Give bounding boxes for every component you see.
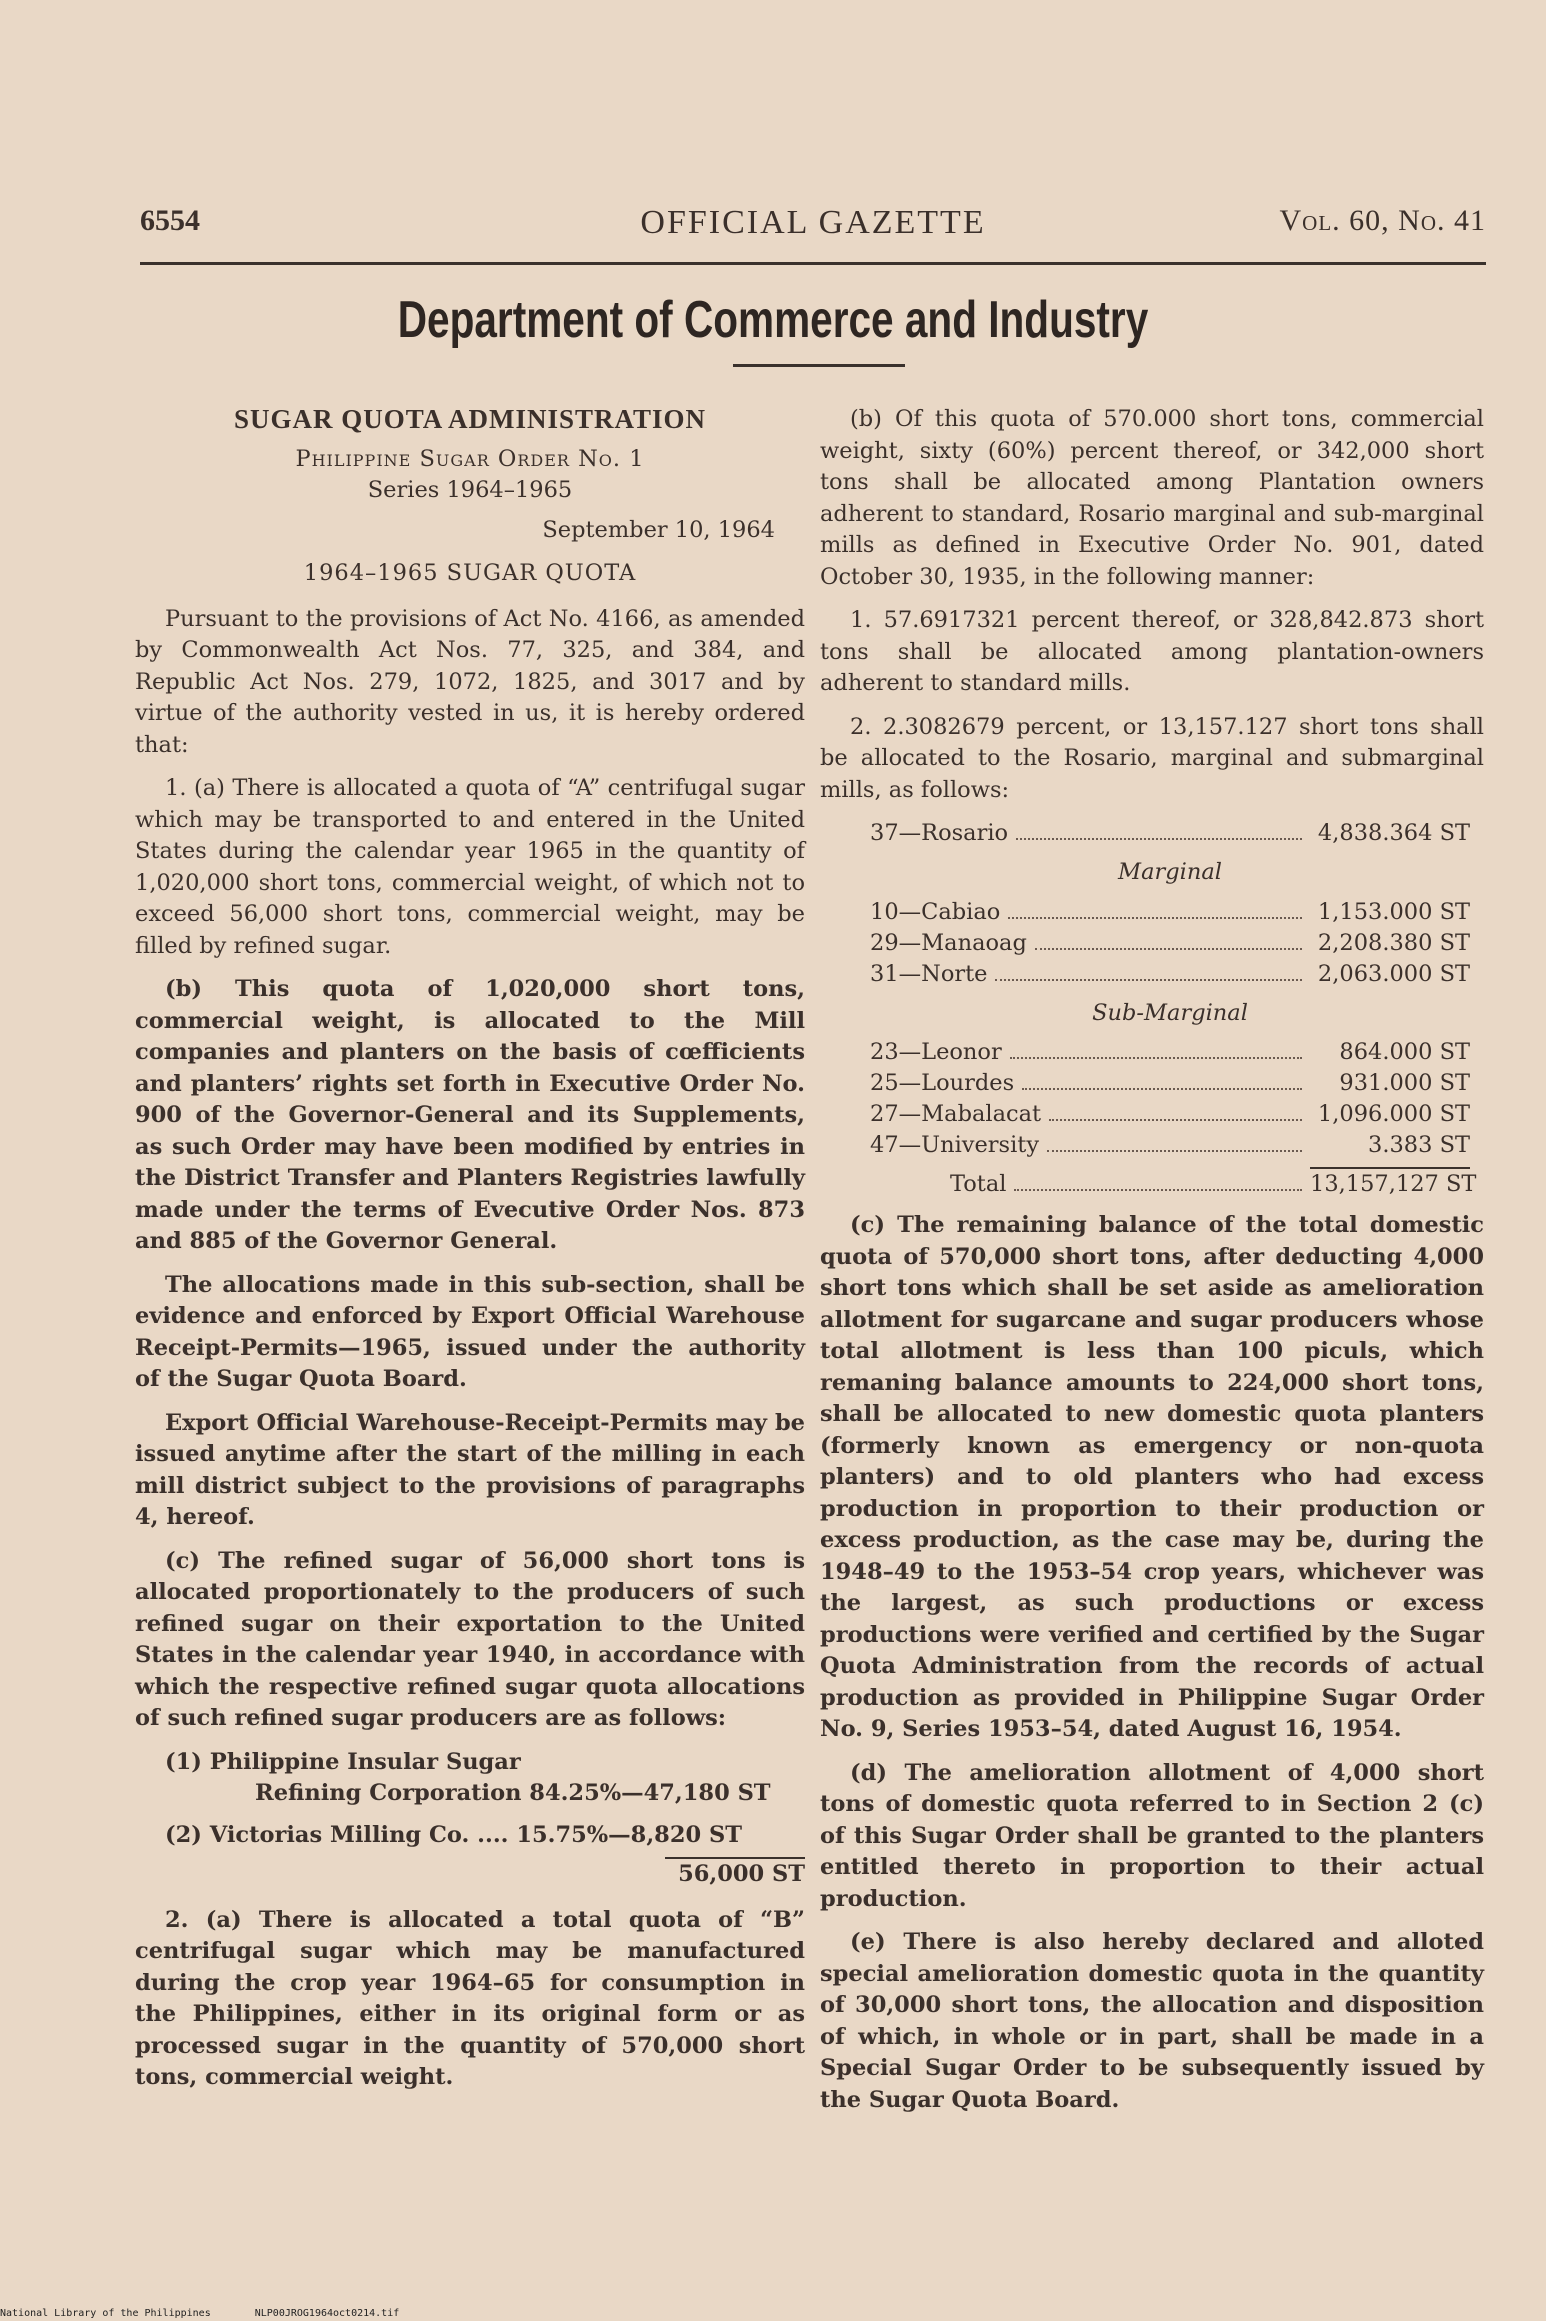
paragraph: 2. (a) There is allocated a total quota of “B” centrifugal sugar which may be manufactured during the crop year 1964–65 for consumption in the Philippines, either in its original form or as processed sugar in the quantity of 570,000 short tons, commercial weight. [135,1906,805,2090]
total-label: Total [950,1171,1007,1197]
mill-value: 864.000 ST [1339,1039,1470,1065]
order-date: September 10, 1964 [542,516,775,543]
paragraph: (e) There is also hereby declared and alloted special amelioration domestic quota in the quantity of 30,000 short tons, the allocation and disposition of which, in whole or in part, shall be made in a Special Sugar Order to be subsequently issued by the Sugar Quota Board. [820,1929,1484,2113]
dot-leader [1035,948,1302,950]
section-heading: SUGAR QUOTA ADMINISTRATION [233,404,707,434]
table-row [870,959,1470,990]
table-row [870,1037,1470,1068]
header-rule [140,262,1486,265]
right-column [820,404,1484,2128]
allocation-item: (2) Victorias Milling Co. .... 15.75%—8,820 ST [165,1821,742,1848]
library-credit: National Library of the Philippines [0,2308,211,2319]
dot-leader [1014,1189,1302,1191]
paragraph: 1. 57.6917321 percent thereof, or 328,842.873 short tons shall be allocated among plantation-owners adherent to standard mills. [820,607,1484,696]
mill-value: 2,208.380 ST [1317,929,1470,956]
mill-name: 31—Norte [870,960,988,987]
table-row [870,928,1470,959]
order-title: Philippine Sugar Order No. 1 [295,445,645,472]
left-column [135,404,805,2106]
dot-leader [1049,1119,1302,1121]
allocation-total: 56,000 ST [665,1857,805,1891]
total-value: 13,157,127 ST [1310,1167,1470,1201]
department-rule [733,364,905,367]
table-row [870,1099,1470,1130]
mill-name: 27—Mabalacat [870,1101,1042,1127]
mill-name: 29—Manaoag [870,929,1027,956]
paragraph: Export Official Warehouse-Receipt-Permits may be issued anytime after the start of the milling in each mill district subject to the provisions of paragraphs 4, hereof. [135,1409,805,1530]
paragraph: 2. 2.3082679 percent, or 13,157.127 short tons shall be allocated to the Rosario, marginal and submarginal mills, as follows: [820,713,1484,803]
mill-value: 2,063.000 ST [1317,960,1470,987]
table-row [870,897,1470,928]
mill-name: 47—University [870,1132,1040,1158]
paragraph: (d) The amelioration allotment of 4,000 short tons of domestic quota referred to in Section 2 (c) of this Sugar Order shall be granted to the planters entitled thereto in proportion to their actual production. [820,1759,1484,1912]
mill-value: 931.000 ST [1339,1070,1470,1096]
allocation-item: (1) Philippine Insular Sugar [165,1748,521,1775]
mill-value: 4,838.364 ST [1317,820,1470,846]
mill-name: 23—Leonor [870,1039,1002,1065]
refined-allocation-list [165,1747,805,1891]
page-number: 6554 [140,204,200,237]
mill-value: 1,096.000 ST [1317,1101,1470,1127]
dot-leader [1016,838,1302,840]
mill-name: 10—Cabiao [870,898,1001,925]
scan-footer [0,2308,437,2319]
paragraph: The allocations made in this sub-section, shall be evidence and enforced by Export Official Warehouse Receipt-Permits—1965, issued under the authority of the Sugar Quota Board. [135,1271,805,1392]
dot-leader [1008,917,1302,919]
table-total-row [870,1167,1477,1198]
paragraph: (c) The refined sugar of 56,000 short tons is allocated proportionately to the producers of such refined sugar on their exportation to the United States in the calendar year 1940, in accordance with which the respective refined sugar quota allocations of such refined sugar producers are as follows: [135,1547,805,1731]
volume-number: Vol. 60, No. 41 [1279,204,1486,237]
dot-leader [1047,1150,1302,1152]
table-row [870,1068,1470,1099]
department-title: Department of Commerce and Industry [397,291,1149,349]
mill-name: 37—Rosario [870,820,1009,846]
submarginal-label: Sub-Marginal [1092,999,1248,1026]
mill-value: 3.383 ST [1368,1132,1470,1158]
mill-name: 25—Lourdes [870,1070,1015,1096]
paragraph: 1. (a) There is allocated a quota of “A” centrifugal sugar which may be transported to and entered in the United States during the calendar year 1965 in the quantity of 1,020,000 short tons, commercial weight, of which not to exceed 56,000 short tons, commercial weight, may be filled by refined sugar. [135,775,805,959]
paragraph: (b) This quota of 1,020,000 short tons, commercial weight, is allocated to the Mill companies and planters on the basis of cœfficients and planters’ rights set forth in Executive Order No. 900 of the Governor-General and its Supplements, as such Order may have been modified by entries in the District Transfer and Planters Registries lawfully made under the terms of Evecutive Order Nos. 873 and 885 of the Governor General. [135,976,805,1254]
marginal-label: Marginal [1118,859,1222,885]
allocation-item: Refining Corporation 84.25%—47,180 ST [255,1780,771,1806]
file-name: NLP00JROG1964oct0214.tif [254,2308,400,2319]
paragraph: (c) The remaining balance of the total domestic quota of 570,000 short tons, after deducting 4,000 short tons which shall be set aside as amelioration allotment for sugarcane and sugar producers whose total allotment is less than 100 piculs, which remaning balance amounts to 224,000 short tons, shall be allocated to new domestic quota planters (formerly known as emergency or non-quota planters) and to old planters who had excess production in proportion to their production or excess production, as the case may be, during the 1948–49 to the 1953–54 crop years, whichever was the largest, as such productions or excess productions were verified and certified by the Sugar Quota Administration from the records of actual production as provided in Philippine Sugar Order No. 9, Series 1953–54, dated August 16, 1954. [820,1212,1484,1742]
page-header [140,204,1486,254]
table-row [870,818,1470,849]
mill-allocation-table [870,818,1477,1198]
quota-title: 1964–1965 SUGAR QUOTA [303,560,637,586]
publication-title: OFFICIAL GAZETTE [640,204,986,241]
table-row [870,1130,1470,1161]
dot-leader [995,979,1302,981]
order-series: Series 1964–1965 [367,477,573,503]
dot-leader [1022,1088,1302,1090]
mill-value: 1,153.000 ST [1317,898,1470,925]
paragraph: (b) Of this quota of 570.000 short tons, commercial weight, sixty (60%) percent thereof, or 342,000 short tons shall be allocated among Plantation owners adherent to standard, Rosario marginal and sub-marginal mills as defined in Executive Order No. 901, dated October 30, 1935, in the following manner: [820,406,1484,590]
dot-leader [1010,1057,1302,1059]
paragraph: Pursuant to the provisions of Act No. 4166, as amended by Commonwealth Act Nos. 77, 325, and 384, and Republic Act Nos. 279, 1072, 1825, and 3017 and by virtue of the authority vested in us, it is hereby ordered that: [135,605,805,758]
